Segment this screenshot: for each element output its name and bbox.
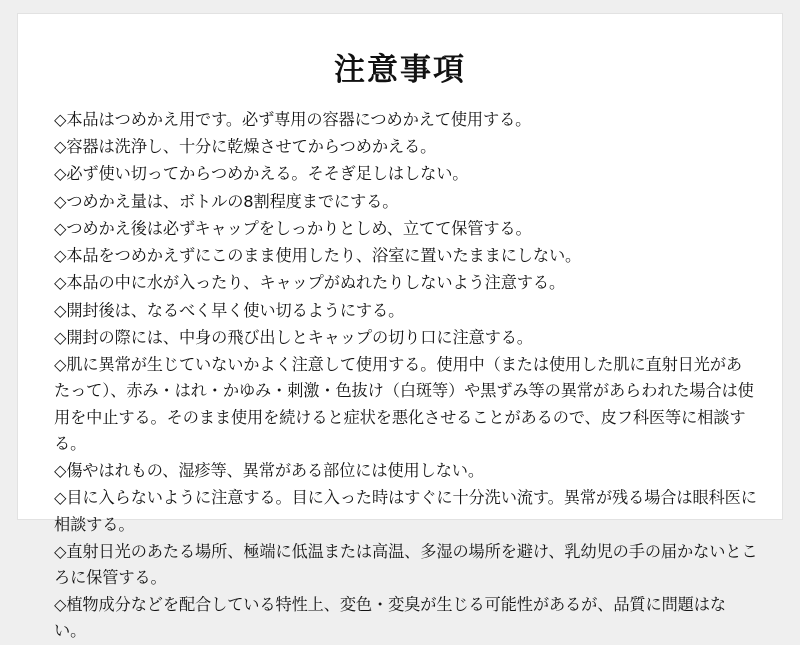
list-item: ◇必ず使い切ってからつめかえる。そそぎ足しはしない。 — [54, 164, 469, 184]
page-title: 注意事項 — [334, 52, 466, 88]
list-item: ◇開封後は、なるべく早く使い切るようにする。 — [54, 300, 405, 320]
list-item: ◇傷やはれもの、湿疹等、異常がある部位には使用しない。 — [54, 461, 484, 481]
list-item: ◇本品をつめかえずにこのまま使用したり、浴室に置いたままにしない。 — [54, 246, 582, 266]
list-item: ◇本品はつめかえ用です。必ず専用の容器につめかえて使用する。 — [54, 110, 532, 129]
list-item: ◇目に入らないように注意する。目に入った時はすぐに十分洗い流す。異常が残る場合は眼科医に相談する。 — [54, 488, 757, 534]
list-item: ◇植物成分などを配合している特性上、変色・変臭が生じる可能性があるが、品質に問題はない。 — [54, 595, 726, 641]
list-item: ◇容器は洗浄し、十分に乾燥させてからつめかえる。 — [54, 137, 437, 157]
notice-list — [18, 107, 782, 645]
list-item: ◇直射日光のあたる場所、極端に低温または高温、多湿の場所を避け、乳幼児の手の届かないところに保管する。 — [54, 541, 758, 587]
document-page — [18, 14, 782, 641]
list-item: ◇つめかえ量は、ボトルの8割程度までにする。 — [54, 191, 399, 211]
list-item: ◇つめかえ後は必ずキャップをしっかりとしめ、立てて保管する。 — [54, 218, 532, 238]
list-item: ◇肌に異常が生じていないかよく注意して使用する。使用中（または使用した肌に直射日光があたって）、赤み・はれ・かゆみ・刺激・色抜け（白斑等）や黒ずみ等の異常があらわれた場合は使用を中止する。そのまま使用を続けると症状を悪化させることがあるので、皮フ科医等に相談する。 — [54, 355, 754, 453]
list-item: ◇開封の際には、中身の飛び出しとキャップの切り口に注意する。 — [54, 327, 533, 347]
list-item: ◇本品の中に水が入ったり、キャップがぬれたりしないよう注意する。 — [54, 273, 566, 293]
